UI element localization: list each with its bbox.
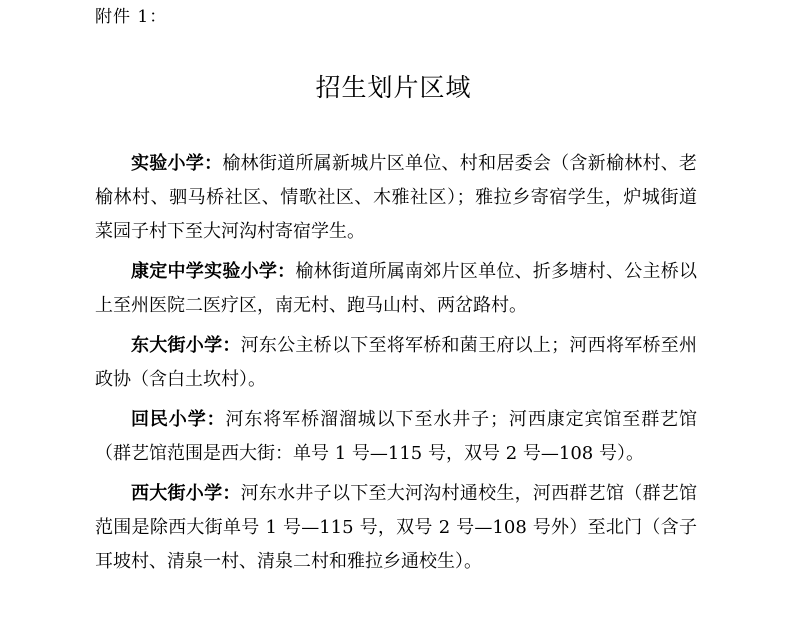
school-name: 东大街小学： <box>131 335 241 356</box>
paragraph-huimin <box>95 403 697 471</box>
school-name: 实验小学： <box>131 153 223 174</box>
paragraph-text: 榆林街道所属南郊片区单位、折多塘村、公主桥以上至州医院二医疗区，南无村、跑马山村、两岔路村。 <box>95 261 698 316</box>
attachment-label: 附件 1： <box>95 7 168 27</box>
paragraph-text: 河东将军桥溜溜城以下至水井子；河西康定宾馆至群艺馆（群艺馆范围是西大街：单号 1 号—115 号，双号 2 号—108 号）。 <box>95 409 697 464</box>
paragraph-kangding <box>95 255 697 323</box>
paragraph-dongdajie <box>95 329 697 397</box>
school-name: 康定中学实验小学： <box>131 261 296 282</box>
page-title: 招生划片区域 <box>315 73 472 102</box>
paragraph-text: 河东水井子以下至大河沟村通校生，河西群艺馆（群艺馆范围是除西大街单号 1 号—115 号，双号 2 号—108 号外）至北门（含子耳坡村、清泉一村、清泉二村和雅拉乡通校生）。 <box>95 483 698 572</box>
paragraph-shiyan <box>95 147 697 249</box>
paragraph-text: 河东公主桥以下至将军桥和菌王府以上；河西将军桥至州政协（含白土坎村）。 <box>95 335 698 390</box>
paragraph-text: 榆林街道所属新城片区单位、村和居委会（含新榆林村、老榆林村、驷马桥社区、情歌社区、木雅社区）；雅拉乡寄宿学生，炉城街道菜园子村下至大河沟村寄宿学生。 <box>95 153 698 242</box>
document-body <box>95 147 697 585</box>
paragraph-xidajie <box>95 477 697 579</box>
school-name: 西大街小学： <box>131 483 241 504</box>
school-name: 回民小学： <box>131 409 226 430</box>
